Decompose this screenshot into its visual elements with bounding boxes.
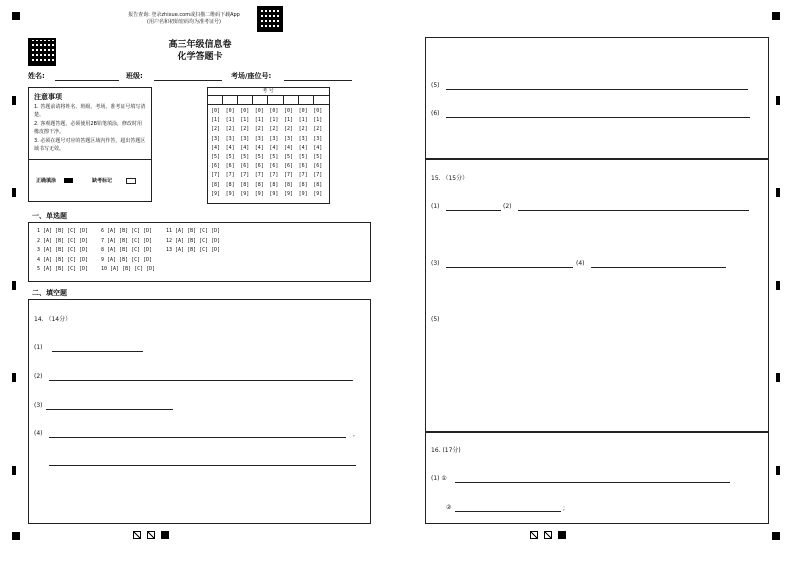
section2-title: 二、填空题 — [32, 289, 67, 297]
class-label: 班级: — [126, 72, 143, 80]
exam-id-bubble[interactable]: [7] — [269, 172, 279, 179]
name-label: 姓名: — [28, 72, 45, 80]
sheet-title: 高三年级信息卷 — [168, 40, 232, 50]
exam-id-bubble[interactable]: [2] — [211, 126, 221, 133]
notes-item-1: 1. 答题前请将姓名、班级、考场、准考证号填写清楚。 — [34, 104, 146, 118]
exam-id-bubble[interactable]: [8] — [269, 181, 279, 188]
q16-part1b-label: ② — [446, 504, 452, 511]
exam-id-bubble[interactable]: [8] — [284, 181, 294, 188]
q14-part2-answer[interactable] — [49, 380, 353, 381]
q14-part1-label: (1) — [34, 344, 43, 351]
exam-id-bubble[interactable]: [4] — [284, 144, 294, 151]
page-mark — [558, 531, 566, 539]
q14-part4-answer-2[interactable] — [49, 465, 356, 466]
report-notice-line1: 报告查询: 登录zhixue.com或扫描二维码下载App — [128, 12, 240, 18]
registration-mark — [12, 532, 20, 540]
exam-id-bubble[interactable]: [5] — [284, 154, 294, 160]
exam-id-bubble[interactable]: [0] — [298, 108, 308, 114]
exam-id-column-divider — [283, 95, 284, 104]
exam-id-bubble[interactable]: [6] — [225, 163, 235, 170]
exam-id-bubble[interactable]: [7] — [284, 172, 294, 179]
exam-id-bubble[interactable]: [4] — [269, 144, 279, 151]
q16-title: 16. (17分) — [431, 447, 461, 454]
qr-code-icon — [257, 6, 283, 32]
exam-id-bubble[interactable]: [9] — [284, 190, 294, 197]
q15-part2-label: (2) — [503, 203, 512, 210]
q15-title: 15. （15分） — [431, 175, 469, 182]
exam-id-bubble[interactable]: [5] — [225, 154, 235, 160]
exam-id-bubble[interactable]: [9] — [225, 190, 235, 197]
page-mark-hatch — [147, 531, 155, 539]
side-mark — [776, 373, 780, 382]
exam-id-bubble[interactable]: [2] — [313, 126, 323, 133]
exam-id-bubble[interactable]: [5] — [211, 154, 221, 160]
side-mark — [12, 281, 16, 290]
exam-id-bubble[interactable]: [2] — [269, 126, 279, 133]
exam-id-bubble[interactable]: [6] — [254, 163, 264, 170]
exam-id-bubble[interactable]: [2] — [225, 126, 235, 133]
side-mark — [12, 188, 16, 197]
exam-id-bubble[interactable]: [0] — [284, 108, 294, 114]
q16-part1b-end: ; — [563, 505, 566, 512]
exam-id-bubble[interactable]: [8] — [240, 181, 250, 188]
exam-id-bubble[interactable]: [6] — [313, 163, 323, 170]
exam-id-bubble[interactable]: [6] — [211, 163, 221, 170]
exam-id-bubble[interactable]: [7] — [240, 172, 250, 179]
q14-part3-label: (3) — [34, 402, 43, 409]
exam-id-bubble[interactable]: [5] — [313, 154, 323, 160]
q16-part1b-answer[interactable] — [455, 511, 561, 512]
q14-part4-comma: , — [353, 431, 355, 438]
exam-id-bubble[interactable]: [7] — [298, 172, 308, 179]
mcq-col-2[interactable]: 6 [A] [B] [C] [D] 7 [A] [B] [C] [D] 8 [A] [B] [C] [D] 9 [A] [B] [C] [D] 10 [A] [B] [C] [D] — [101, 228, 156, 272]
exam-id-bubble[interactable]: [4] — [254, 144, 264, 151]
mcq-col-1[interactable]: 1 [A] [B] [C] [D] 2 [A] [B] [C] [D] 3 [A] [B] [C] [D] 4 [A] [B] [C] [D] 5 [A] [B] [C] [D] — [37, 228, 89, 272]
exam-id-bubble[interactable]: [6] — [298, 163, 308, 170]
exam-id-bubble[interactable]: [2] — [240, 126, 250, 133]
exam-id-bubble[interactable]: [1] — [313, 117, 323, 124]
page-mark-hatch — [133, 531, 141, 539]
q14-title: 14. （14分） — [34, 316, 72, 323]
exam-id-column-divider — [252, 95, 253, 104]
exam-id-column-divider — [237, 95, 238, 104]
q13-part6-answer[interactable] — [446, 117, 750, 118]
exam-id-bubble[interactable]: [3] — [298, 135, 308, 142]
exam-id-bubble[interactable]: [1] — [298, 117, 308, 124]
exam-id-bubble[interactable]: [3] — [211, 135, 221, 142]
exam-id-bubble[interactable]: [1] — [269, 117, 279, 124]
exam-id-bubble[interactable]: [1] — [284, 117, 294, 124]
exam-id-bubble[interactable]: [4] — [225, 144, 235, 151]
exam-id-bubble[interactable]: [1] — [254, 117, 264, 124]
side-mark — [776, 188, 780, 197]
name-field[interactable] — [55, 80, 119, 81]
exam-id-bubble[interactable]: [4] — [211, 144, 221, 151]
q16-part1-answer[interactable] — [455, 482, 730, 483]
exam-id-bubble[interactable]: [8] — [313, 181, 323, 188]
side-mark — [776, 96, 780, 105]
exam-id-bubble[interactable]: [0] — [240, 108, 250, 114]
exam-id-bubble[interactable]: [5] — [298, 154, 308, 160]
exam-id-bubble[interactable]: [1] — [211, 117, 221, 124]
exam-id-bubble[interactable]: [7] — [254, 172, 264, 179]
page-mark-hatch — [544, 531, 552, 539]
exam-id-bubble[interactable]: [8] — [211, 181, 221, 188]
side-mark — [776, 466, 780, 475]
notes-divider — [28, 159, 151, 160]
q13-part6-label: (6) — [431, 110, 440, 117]
exam-id-bubble[interactable]: [4] — [298, 144, 308, 151]
notes-item-2: 2. 客观题答题，必须使用2B铅笔填涂，修改时用橡皮擦干净。 — [34, 121, 142, 135]
exam-id-bubble[interactable]: [9] — [240, 190, 250, 197]
seat-label: 考场/座位号: — [231, 72, 272, 80]
q15-part3-label: (3) — [431, 260, 440, 267]
exam-id-bubble[interactable]: [0] — [211, 108, 221, 114]
page-mark — [161, 531, 169, 539]
exam-id-title: 考 号 — [262, 88, 274, 94]
q15-box — [425, 158, 769, 433]
exam-id-bubble[interactable]: [7] — [313, 172, 323, 179]
exam-id-bubble[interactable]: [0] — [225, 108, 235, 114]
side-mark — [12, 466, 16, 475]
notes-item-3: 3. 必须在题号对应的答题区域内作答，超出答题区域书写无效。 — [34, 138, 146, 152]
q15-part2-answer[interactable] — [518, 210, 749, 211]
exam-id-bubble[interactable]: [5] — [269, 154, 279, 160]
missing-mark-checkbox[interactable] — [126, 178, 136, 184]
exam-id-bubble[interactable]: [3] — [269, 135, 279, 142]
qr-code-icon — [28, 38, 56, 66]
exam-id-bubble[interactable]: [0] — [313, 108, 323, 114]
exam-id-bubble[interactable]: [2] — [254, 126, 264, 133]
exam-id-bubble[interactable]: [9] — [211, 190, 221, 197]
exam-id-bubble[interactable]: [3] — [313, 135, 323, 142]
q14-part2-label: (2) — [34, 373, 43, 380]
exam-id-bubble[interactable]: [9] — [298, 190, 308, 197]
correct-fill-sample — [64, 178, 73, 183]
exam-id-bubble[interactable]: [9] — [313, 190, 323, 197]
registration-mark — [772, 12, 780, 20]
exam-id-bubble[interactable]: [8] — [254, 181, 264, 188]
exam-id-bubble[interactable]: [9] — [254, 190, 264, 197]
seat-field[interactable] — [284, 80, 352, 81]
exam-id-bubble[interactable]: [5] — [254, 154, 264, 160]
side-mark — [12, 373, 16, 382]
exam-id-bubble[interactable]: [2] — [298, 126, 308, 133]
q14-part1-answer[interactable] — [52, 351, 143, 352]
exam-id-bubble[interactable]: [8] — [298, 181, 308, 188]
q15-part3-answer[interactable] — [446, 267, 573, 268]
exam-id-bubble[interactable]: [6] — [240, 163, 250, 170]
exam-id-bubble[interactable]: [7] — [225, 172, 235, 179]
q15-part1-label: (1) — [431, 203, 440, 210]
q13-part5-answer[interactable] — [446, 89, 748, 90]
missing-mark-label: 缺考标记 — [92, 178, 113, 184]
exam-id-bubble[interactable]: [2] — [284, 126, 294, 133]
report-notice-line2: (用户名和初始密码均为准考证号) — [147, 19, 221, 25]
exam-id-bubble[interactable]: [0] — [269, 108, 279, 114]
mcq-col-3[interactable]: 11 [A] [B] [C] [D] 12 [A] [B] [C] [D] 13 [A] [B] [C] [D] — [166, 228, 221, 253]
q14-part4-label: (4) — [34, 430, 43, 437]
exam-id-bubble[interactable]: [3] — [254, 135, 264, 142]
q14-part3-answer[interactable] — [46, 409, 173, 410]
q15-part4-answer[interactable] — [591, 267, 726, 268]
exam-id-bubble[interactable]: [1] — [240, 117, 250, 124]
section1-title: 一、单选题 — [32, 212, 67, 220]
q14-part4-answer[interactable] — [49, 437, 346, 438]
exam-id-bubble[interactable]: [1] — [225, 117, 235, 124]
exam-id-column-divider — [298, 95, 299, 104]
exam-id-column-divider — [222, 95, 223, 104]
q15-part4-label: (4) — [576, 260, 585, 267]
exam-id-bubble[interactable]: [4] — [313, 144, 323, 151]
exam-id-bubble[interactable]: [8] — [225, 181, 235, 188]
side-mark — [12, 96, 16, 105]
exam-id-bubble[interactable]: [6] — [269, 163, 279, 170]
correct-fill-label: 正确填涂 — [36, 178, 57, 184]
q16-part1-label: (1) ① — [431, 475, 447, 482]
registration-mark — [12, 12, 20, 20]
page-mark-hatch — [530, 531, 538, 539]
exam-id-bubble[interactable]: [0] — [254, 108, 264, 114]
side-mark — [776, 281, 780, 290]
q13-part5-label: (5) — [431, 82, 440, 89]
notes-title: 注意事项 — [34, 93, 62, 101]
exam-id-bubble[interactable]: [5] — [240, 154, 250, 160]
q14-box — [28, 299, 371, 524]
class-field[interactable] — [154, 80, 222, 81]
exam-id-bubble[interactable]: [3] — [240, 135, 250, 142]
exam-id-bubble[interactable]: [3] — [284, 135, 294, 142]
q15-part5-label: (5) — [431, 316, 440, 323]
exam-id-bubble[interactable]: [6] — [284, 163, 294, 170]
exam-id-input-line — [207, 104, 329, 105]
q15-part1-answer[interactable] — [446, 210, 501, 211]
exam-id-column-divider — [313, 95, 314, 104]
exam-id-bubble[interactable]: [9] — [269, 190, 279, 197]
q13-continued-box — [425, 37, 769, 160]
exam-id-bubble[interactable]: [4] — [240, 144, 250, 151]
registration-mark — [772, 532, 780, 540]
exam-id-column-divider — [267, 95, 268, 104]
exam-id-bubble[interactable]: [7] — [211, 172, 221, 179]
sheet-subtitle: 化学答题卡 — [177, 52, 223, 62]
exam-id-bubble[interactable]: [3] — [225, 135, 235, 142]
